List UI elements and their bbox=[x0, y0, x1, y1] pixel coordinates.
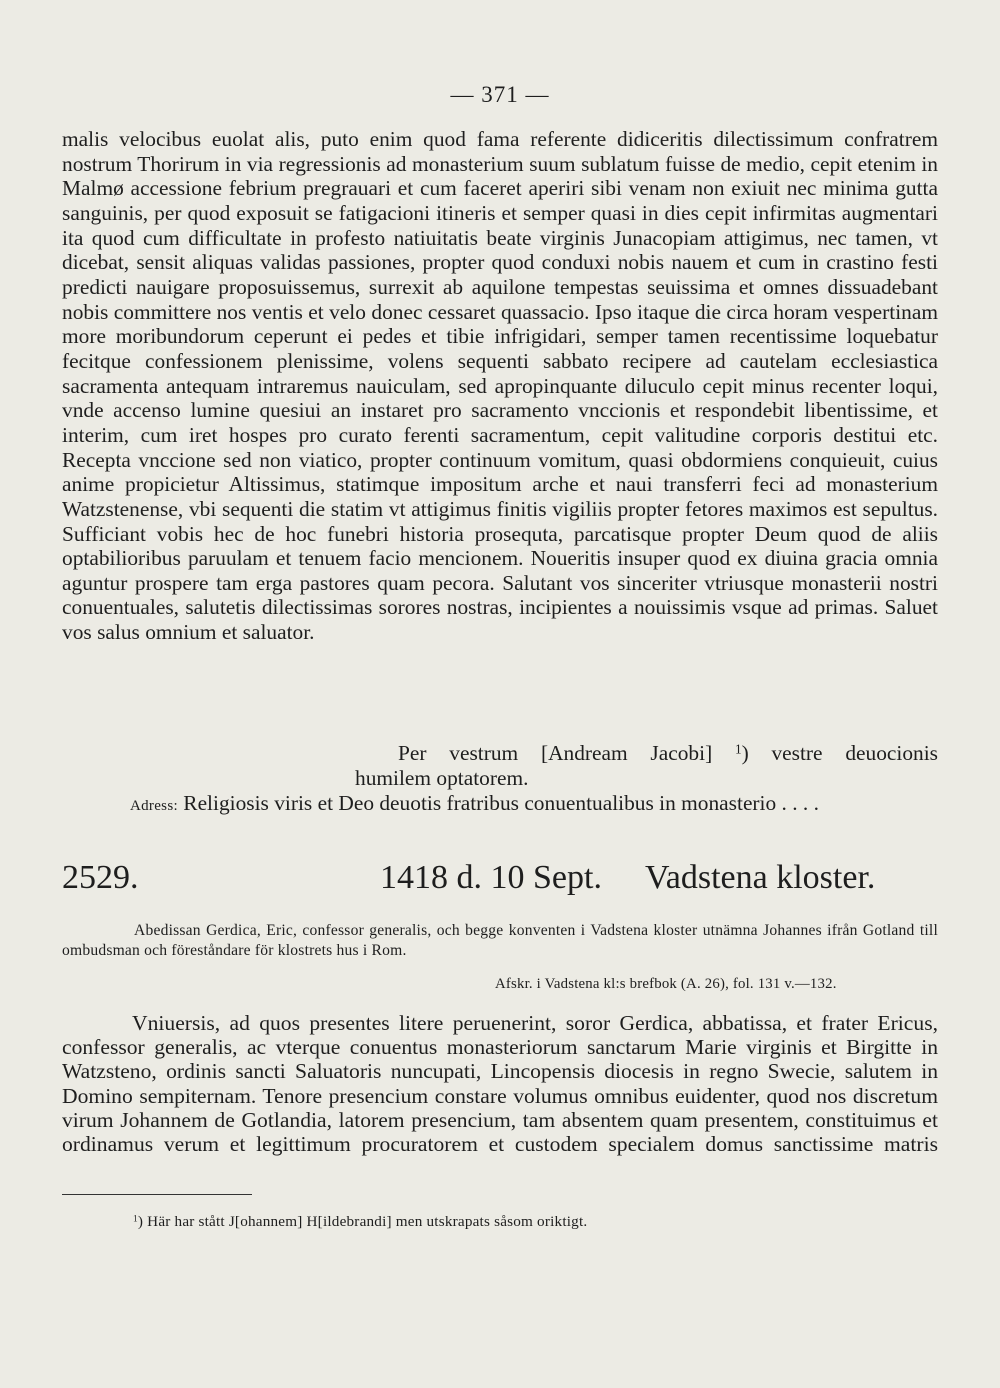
charter-body: Vniuersis, ad quos presentes litere peruenerint, soror Gerdica, abbatissa, et frater Ericus, confessor generalis, ac vterque conuentus monasteriorum sanctarum Marie virginis et Birgitte in Watzsteno, ordinis sancti Saluatoris nuncupati, Lincopensis diocesis in regno Swecie, salutem in Domino sempiternam. Tenore presencium constare volumus omnibus euidenter, quod nos discretum virum Johannem de Gotlandia, latorem presencium, tam absentem quam presentem, constituimus et ordinamus verum et legittimum procuratorem et custodem specialem domus sanctissime matris bbox=[62, 1011, 938, 1157]
footnote bbox=[133, 1213, 587, 1231]
page-number: — 371 — bbox=[450, 82, 550, 107]
footnote-text: ) Här har stått J[ohannem] H[ildebrandi] men utskrapats såsom oriktigt. bbox=[137, 1213, 588, 1230]
footnote-mark: 1 bbox=[133, 1214, 138, 1225]
signature-line-1 bbox=[398, 741, 938, 766]
footnote-reference: 1 bbox=[734, 741, 742, 757]
address-text: Religiosis viris et Deo deuotis fratribus conuentualibus in monasterio . . . . bbox=[183, 791, 819, 815]
entry-summary: Abedissan Gerdica, Eric, confessor generalis, och begge konventen i Vadstena kloster utnämna Johannes ifrån Gotland till ombudsman och föreståndare för klostrets hus i Rom. bbox=[62, 922, 938, 959]
letter-body: malis velocibus euolat alis, puto enim quod fama referente didiceritis dilectissimum confratrem nostrum Thorirum in via regressionis ad monasterium suum sublatum fuisse de medio, cepit etenim in Malmø accessione febrium pregrauari et cum faceret aperiri sibi venam non exiuit nec minima gutta sanguinis, per quod exposuit se fatigacioni itineris et semper quasi in dies cepit infirmitas augmentari ita quod cum difficultate in profesto natiuitatis beate virginis Junacopiam attigimus, nec tamen, vt dicebat, sensit aliquas validas passiones, propter quod conduxi nobis nauem et cum in crastino festi predicti nauigare proposuissemus, surrexit ab aquilone tempestas seuissima et omnes dissuadebant nobis committere nos ventis et velo donec cessaret quassacio. Ipso itaque die circa horam vespertinam more moribundorum ceperunt ei pedes et tibie infrigidari, semper tamen recentissime loquebatur fecitque confessionem plenissime, volens sequenti sabbato recipere ad cautelam ecclesiastica sacramenta antequam intraremus nauiculam, sed apropinquante diluculo cepit minus recenter loqui, vnde accenso lumine quesiui an instaret pro sacramento vnccionis et respondebit libentissime, et interim, cum iret hospes pro curato ferenti sacramentum, cepit valitudine corporis destitui etc. Recepta vnccione sed non viatico, propter continuum vomitum, quasi obdormiens conquieuit, cuius anime propicietur Altissimus, statimque impositum arche et naui transferri feci ad monasterium Watzstenense, vbi sequenti die statim vt attigimus finitis vigiliis propter fetores maximos est sepultus. Sufficiant vobis hec de hoc funebri historia prosequta, parcatisque propter Deum quod de aliis optabilioribus paruulam et tenuem facio mencionem. Noueritis insuper quod ex diuina gracia omnia aguntur prospere tam erga pastores quam pecora. Salutant vos sinceriter vtriusque monasterii nostri conuentuales, salutetis dilectissimas sorores nostras, incipientes a nouissimis vsque ad primas. Saluet vos salus omnium et saluator. bbox=[62, 127, 938, 645]
signature-line-2: humilem optatorem. bbox=[355, 766, 529, 790]
footnote-divider bbox=[62, 1194, 252, 1195]
entry-number: 2529. bbox=[62, 859, 139, 896]
entry-date: 1418 d. 10 Sept. bbox=[380, 859, 602, 896]
address-label: Adress: bbox=[130, 798, 178, 814]
address-line bbox=[130, 791, 819, 819]
source-reference: Afskr. i Vadstena kl:s brefbok (A. 26), fol. 131 v.—132. bbox=[495, 976, 837, 992]
signature-text-continued: ) vestre deuocionis bbox=[741, 741, 938, 765]
entry-place: Vadstena kloster. bbox=[645, 859, 876, 896]
signature-text: Per vestrum [Andream Jacobi] bbox=[398, 741, 713, 765]
